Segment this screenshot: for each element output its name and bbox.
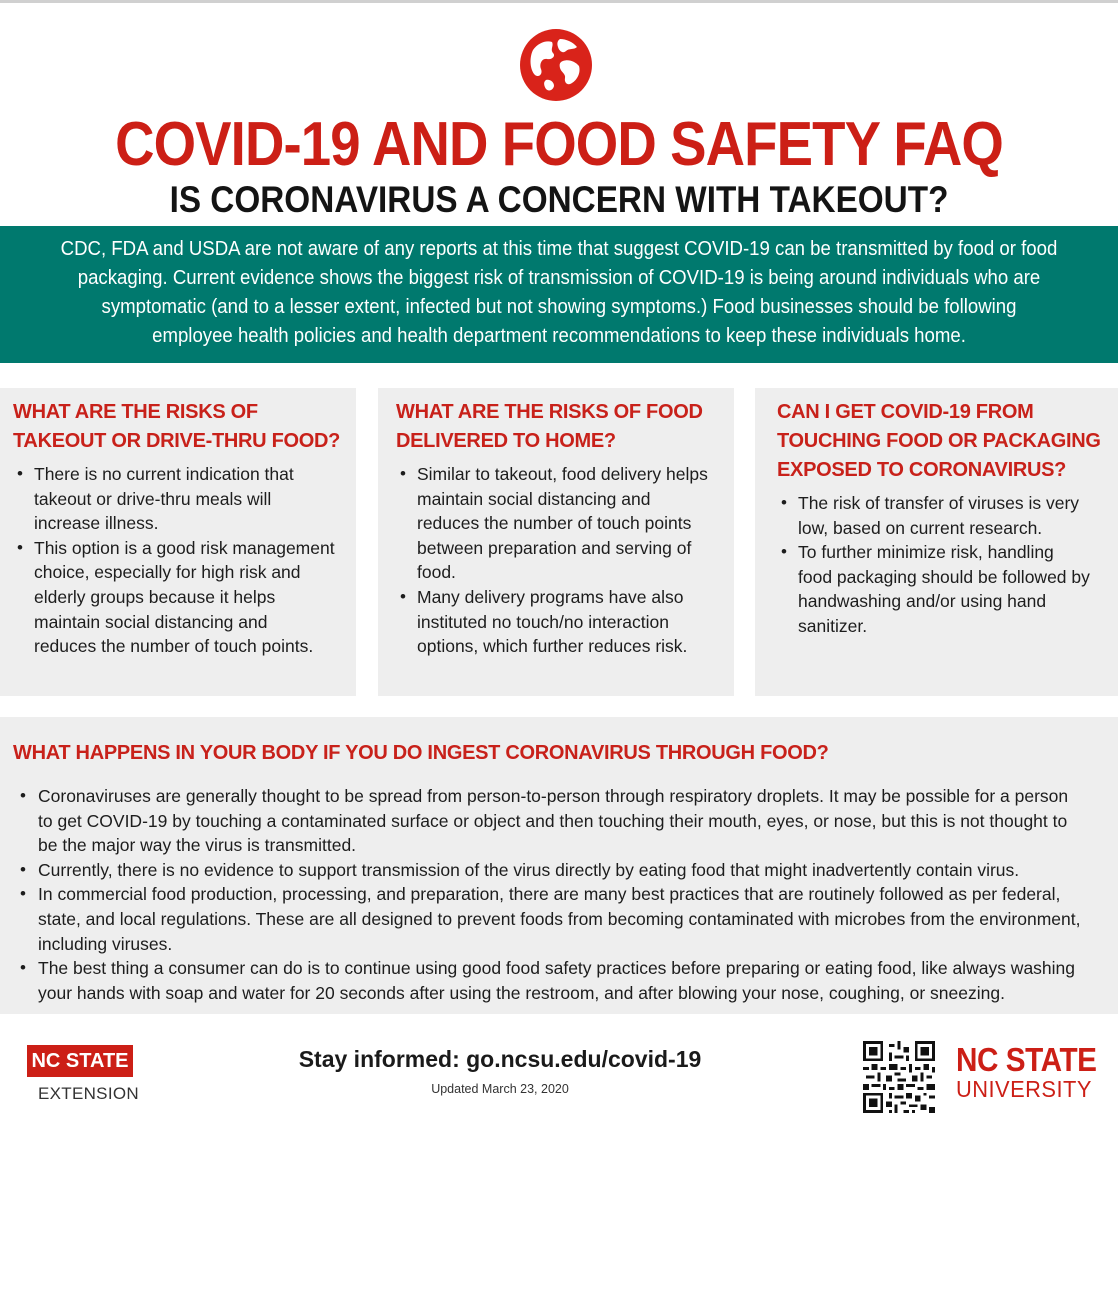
item-line: • Currently, there is no evidence to support transmission of the virus directly by eating food that might inadvertently contain virus. — [38, 859, 1020, 880]
page-title: COVID-19 AND FOOD SAFETY FAQ — [115, 110, 1003, 179]
item-line: • Many delivery programs have also — [417, 586, 684, 607]
item-line: • The risk of transfer of viruses is very — [798, 493, 1080, 513]
item-line: maintain social distancing and — [34, 611, 268, 632]
item-line: takeout or drive-thru meals will — [34, 488, 272, 509]
heading-line: DELIVERED TO HOME? — [396, 430, 616, 452]
globe-icon — [519, 28, 593, 102]
item-line: choice, especially for high risk and — [34, 562, 301, 583]
heading-line: TOUCHING FOOD OR PACKAGING — [777, 430, 1101, 452]
item-line: sanitizer. — [798, 615, 868, 636]
top-border — [0, 0, 1118, 3]
heading-line: TAKEOUT OR DRIVE-THRU FOOD? — [13, 430, 341, 452]
item-line: to get COVID-19 by touching a contaminated surface or object and then touching their mouth, eyes, or nose, but this is not thought to — [38, 810, 1068, 831]
item-line: including viruses. — [38, 933, 173, 954]
item-line: • There is no current indication that — [34, 464, 294, 484]
university-logo-line1: NC STATE — [956, 1041, 1097, 1078]
item-line: increase illness. — [34, 513, 159, 534]
list-item — [13, 882, 1104, 956]
item-line: instituted no touch/no interaction — [417, 611, 669, 632]
intro-line: packaging. Current evidence shows the biggest risk of transmission of COVID-19 is being around individuals who are — [77, 267, 1041, 289]
qr-code-icon[interactable] — [863, 1041, 935, 1113]
section-heading: WHAT HAPPENS IN YOUR BODY IF YOU DO INGEST CORONAVIRUS THROUGH FOOD? — [13, 742, 829, 764]
item-line: • This option is a good risk management — [34, 537, 335, 558]
list-item — [13, 956, 1104, 1005]
item-line: food. — [417, 562, 456, 583]
item-line: • Similar to takeout, food delivery helps — [417, 464, 708, 484]
bullet-list — [777, 491, 1106, 639]
stay-informed-link[interactable]: Stay informed: go.ncsu.edu/covid-19 — [298, 1046, 702, 1072]
column-heading — [13, 398, 344, 456]
faq-section-body — [0, 717, 1118, 1014]
column-heading — [777, 398, 1106, 485]
column-heading — [396, 398, 722, 456]
bullet-list — [13, 784, 1104, 1005]
footer — [0, 1014, 1118, 1291]
heading-line: WHAT ARE THE RISKS OF — [13, 401, 258, 423]
item-line: low, based on current research. — [798, 517, 1043, 538]
item-line: reduces the number of touch points — [417, 513, 692, 534]
list-item — [13, 462, 344, 536]
heading-line: CAN I GET COVID-19 FROM — [777, 401, 1034, 423]
list-item — [777, 540, 1106, 638]
item-line: state, and local regulations. These are all designed to prevent foods from becoming contaminated with microbes from the environment, — [38, 908, 1081, 929]
university-logo-line2: UNIVERSITY — [956, 1076, 1092, 1102]
list-item — [13, 536, 344, 659]
item-line: • In commercial food production, processing, and preparation, there are many best practices that are routinely followed as per federal, — [38, 884, 1061, 905]
page-subtitle: IS CORONAVIRUS A CONCERN WITH TAKEOUT? — [169, 179, 949, 220]
item-line: between preparation and serving of — [417, 537, 692, 558]
bullet-list — [13, 462, 344, 659]
item-line: maintain social distancing and — [417, 488, 651, 509]
bullet-list — [396, 462, 722, 659]
item-line: handwashing and/or using hand — [798, 591, 1047, 612]
faq-column-packaging — [755, 388, 1118, 696]
item-line: • The best thing a consumer can do is to continue using good food safety practices before preparing or eating food, like always washing — [38, 958, 1076, 979]
extension-label: EXTENSION — [38, 1084, 139, 1103]
list-item — [13, 784, 1104, 858]
list-item — [396, 462, 722, 585]
intro-banner — [0, 226, 1118, 363]
item-line: options, which further reduces risk. — [417, 636, 688, 657]
updated-date: Updated March 23, 2020 — [431, 1082, 569, 1096]
item-line: • Coronaviruses are generally thought to be spread from person-to-person through respiratory droplets. It may be possible for a person — [38, 786, 1069, 806]
item-line: food packaging should be followed by — [798, 566, 1090, 587]
intro-line: CDC, FDA and USDA are not aware of any reports at this time that suggest COVID-19 can be transmitted by food or food — [60, 238, 1058, 260]
item-line: • To further minimize risk, handling — [798, 542, 1054, 563]
list-item — [777, 491, 1106, 540]
intro-line: employee health policies and health department recommendations to keep these individuals home. — [152, 325, 966, 347]
extension-logo-badge: NC STATE — [27, 1045, 133, 1077]
item-line: elderly groups because it helps — [34, 586, 276, 607]
intro-line: symptomatic (and to a lesser extent, infected but not showing symptoms.) Food businesses should be following — [101, 296, 1017, 318]
faq-column-delivery — [378, 388, 734, 696]
heading-line: WHAT ARE THE RISKS OF FOOD — [396, 401, 703, 423]
faq-column-takeout — [0, 388, 356, 696]
item-line: reduces the number of touch points. — [34, 636, 314, 657]
item-line: be the major way the virus is transmitted. — [38, 835, 357, 856]
list-item — [13, 858, 1104, 883]
list-item — [396, 585, 722, 659]
item-line: your hands with soap and water for 20 seconds after using the restroom, and after blowing your nose, coughing, or sneezing. — [38, 982, 1005, 1003]
heading-line: EXPOSED TO CORONAVIRUS? — [777, 459, 1067, 481]
